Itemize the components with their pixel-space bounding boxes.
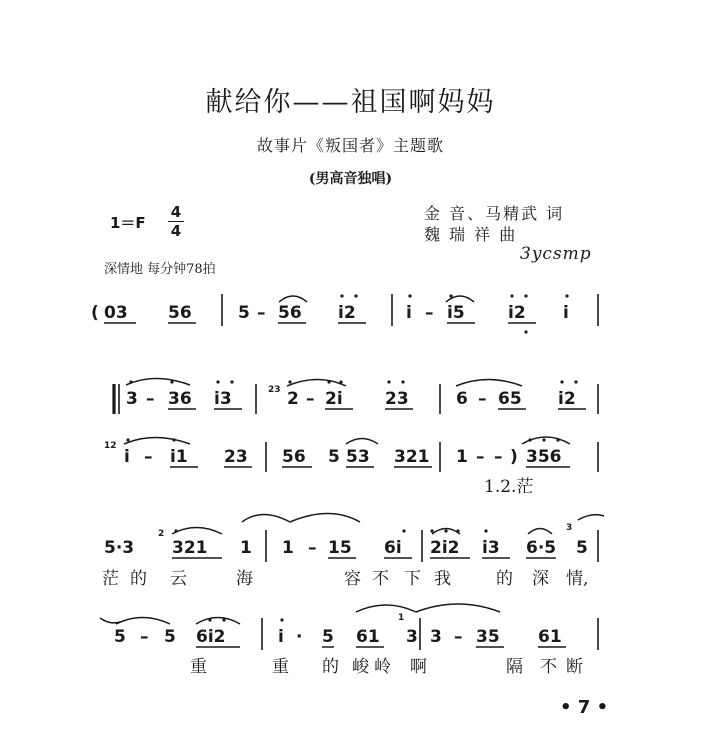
lyric: 的 — [322, 657, 339, 677]
note-group: i2 — [508, 303, 526, 323]
octave-dot — [524, 294, 527, 297]
note-group: 61 — [356, 627, 380, 647]
lyric: 云 — [170, 569, 187, 589]
note: 5 — [328, 447, 340, 467]
octave-dot — [170, 380, 173, 383]
note: i — [124, 447, 130, 467]
note-group: 15 — [328, 538, 352, 558]
slur — [416, 604, 500, 612]
voice-type: (男高音独唱) — [308, 171, 393, 187]
note-group: 23 — [385, 389, 409, 409]
score-row-4 — [102, 514, 604, 590]
dash: – — [454, 627, 463, 647]
octave-dot — [528, 438, 531, 441]
octave-dot — [174, 529, 177, 532]
slur — [528, 529, 552, 535]
lyric: 下 — [404, 569, 421, 589]
dash: – — [146, 389, 155, 409]
note: i — [406, 303, 412, 323]
octave-dot — [510, 294, 513, 297]
lyric: 隔 — [506, 657, 523, 677]
note: i — [563, 303, 569, 323]
note-group: 2i — [325, 389, 343, 409]
octave-dot — [456, 529, 459, 532]
octave-dot — [339, 380, 342, 383]
octave-dot — [449, 294, 452, 297]
score-row-3 — [104, 437, 598, 497]
octave-dot — [430, 529, 433, 532]
note-group: i2 — [558, 389, 576, 409]
note-group: 61 — [538, 627, 562, 647]
song-subtitle: 故事片《叛国者》主题歌 — [256, 136, 444, 155]
octave-dot — [354, 294, 357, 297]
slur — [126, 379, 190, 386]
dash: – — [494, 447, 503, 467]
note-group: i3 — [214, 389, 232, 409]
note-group: 56 — [278, 303, 302, 323]
octave-dot — [408, 294, 411, 297]
note: 5 — [164, 627, 176, 647]
dash: – — [306, 389, 315, 409]
dash: – — [478, 389, 487, 409]
octave-dot — [402, 529, 405, 532]
lyric: 不 — [372, 569, 389, 589]
octave-dot — [129, 380, 132, 383]
note: 5 — [576, 538, 588, 558]
octave-dot — [126, 438, 129, 441]
grace-note: 3 — [566, 523, 573, 533]
note-group: 356 — [526, 447, 562, 467]
song-title: 献给你——祖国啊妈妈 — [205, 87, 496, 118]
note-group: 65 — [498, 389, 522, 409]
octave-dot — [280, 618, 283, 621]
tie — [100, 618, 120, 623]
note: 1 — [282, 538, 294, 558]
octave-dot — [172, 438, 175, 441]
slur — [456, 380, 522, 387]
octave-dot — [574, 380, 577, 383]
grace-note: 2 — [158, 529, 165, 539]
lyric: 重 — [190, 657, 207, 677]
octave-dot — [444, 529, 447, 532]
note-group: 36 — [168, 389, 192, 409]
octave-dot — [340, 294, 343, 297]
dash: – — [140, 627, 149, 647]
note: 1 — [240, 538, 252, 558]
dash: – — [257, 303, 266, 323]
note-group: 5·3 — [104, 538, 135, 558]
tempo-marking: 深情地 每分钟78拍 — [104, 262, 216, 277]
dash: – — [425, 303, 434, 323]
dash: – — [308, 538, 317, 558]
score-row-5 — [100, 604, 598, 677]
note-group: 23 — [224, 447, 248, 467]
note-group: i3 — [482, 538, 500, 558]
lyric: 深 — [532, 569, 549, 589]
slur — [290, 514, 360, 523]
octave-dot — [327, 380, 330, 383]
octave-dot — [288, 380, 291, 383]
score-row-2 — [114, 379, 598, 415]
slur — [279, 296, 307, 302]
note-group: i5 — [447, 303, 465, 323]
lyric: 海 — [236, 569, 253, 589]
octave-dot — [208, 618, 211, 621]
lyric: 的 — [130, 569, 147, 589]
note-group: 2i2 — [430, 538, 460, 558]
octave-dot — [542, 438, 545, 441]
paren-open: ( — [91, 303, 99, 323]
lyric: 断 — [566, 657, 583, 677]
octave-dot — [387, 380, 390, 383]
lyric: 茫 — [102, 569, 119, 589]
note-group: 321 — [394, 447, 430, 467]
slur — [346, 439, 378, 445]
lyric: 岭 — [374, 657, 391, 677]
note-group: 6i2 — [196, 627, 226, 647]
note-group: 321 — [172, 538, 208, 558]
note-group: 6·5 — [526, 538, 557, 558]
octave-dot — [556, 438, 559, 441]
slur — [116, 618, 170, 625]
slur — [172, 528, 222, 535]
grace-note: 1 — [398, 613, 405, 623]
dash: – — [144, 447, 153, 467]
paren-close: ) — [510, 447, 518, 467]
lyric: 我 — [434, 569, 451, 589]
key-signature: 1＝F — [110, 214, 146, 232]
slur — [242, 515, 290, 523]
note: 1 — [456, 447, 468, 467]
octave-dot — [565, 294, 568, 297]
grace-note: 12 — [104, 441, 117, 451]
slur — [287, 380, 346, 387]
lyric: 啊 — [410, 657, 427, 677]
octave-dot-low — [524, 330, 527, 333]
note-group: 56 — [282, 447, 306, 467]
note: 5 — [114, 627, 126, 647]
note: i — [278, 627, 284, 647]
handwritten-signature: 3ycsmp — [520, 244, 592, 264]
octave-dot — [222, 618, 225, 621]
note: 6 — [456, 389, 468, 409]
lyric: 不 — [540, 657, 557, 677]
lyric-verse-marker: 1.2.茫 — [484, 477, 534, 497]
note-group: 53 — [346, 447, 370, 467]
note-group: 35 — [476, 627, 500, 647]
slur — [124, 438, 190, 445]
note-group: 03 — [104, 303, 128, 323]
note: 5 — [322, 627, 334, 647]
note-group: i2 — [338, 303, 356, 323]
dash: – — [476, 447, 485, 467]
meter-top: 4 — [170, 203, 182, 221]
octave-dot — [216, 380, 219, 383]
note: 3 — [406, 627, 418, 647]
octave-dot — [484, 529, 487, 532]
composer: 魏 瑞 祥 曲 — [424, 225, 518, 244]
slur — [578, 515, 604, 520]
lyric: 重 — [272, 657, 289, 677]
grace-note: 23 — [268, 385, 281, 395]
note: 5 — [238, 303, 250, 323]
dot: · — [296, 627, 303, 647]
octave-dot — [560, 380, 563, 383]
meter-bottom: 4 — [170, 222, 182, 240]
slur — [196, 618, 240, 625]
note-group: i1 — [170, 447, 188, 467]
score-row-1 — [91, 294, 598, 326]
note-group: 6i — [384, 538, 402, 558]
note-group: 56 — [168, 303, 192, 323]
note: 2 — [287, 389, 299, 409]
lyric: 峻 — [352, 657, 369, 677]
note: 3 — [430, 627, 442, 647]
octave-dot — [230, 380, 233, 383]
octave-dot — [401, 380, 404, 383]
lyric: 容 — [344, 569, 361, 589]
lyric: 的 — [496, 569, 513, 589]
lyric: 情, — [566, 569, 589, 589]
slur — [356, 605, 416, 612]
note: 3 — [126, 389, 138, 409]
lyricists: 金 音、马精武 词 — [424, 204, 565, 223]
page-number: • 7 • — [560, 697, 609, 718]
